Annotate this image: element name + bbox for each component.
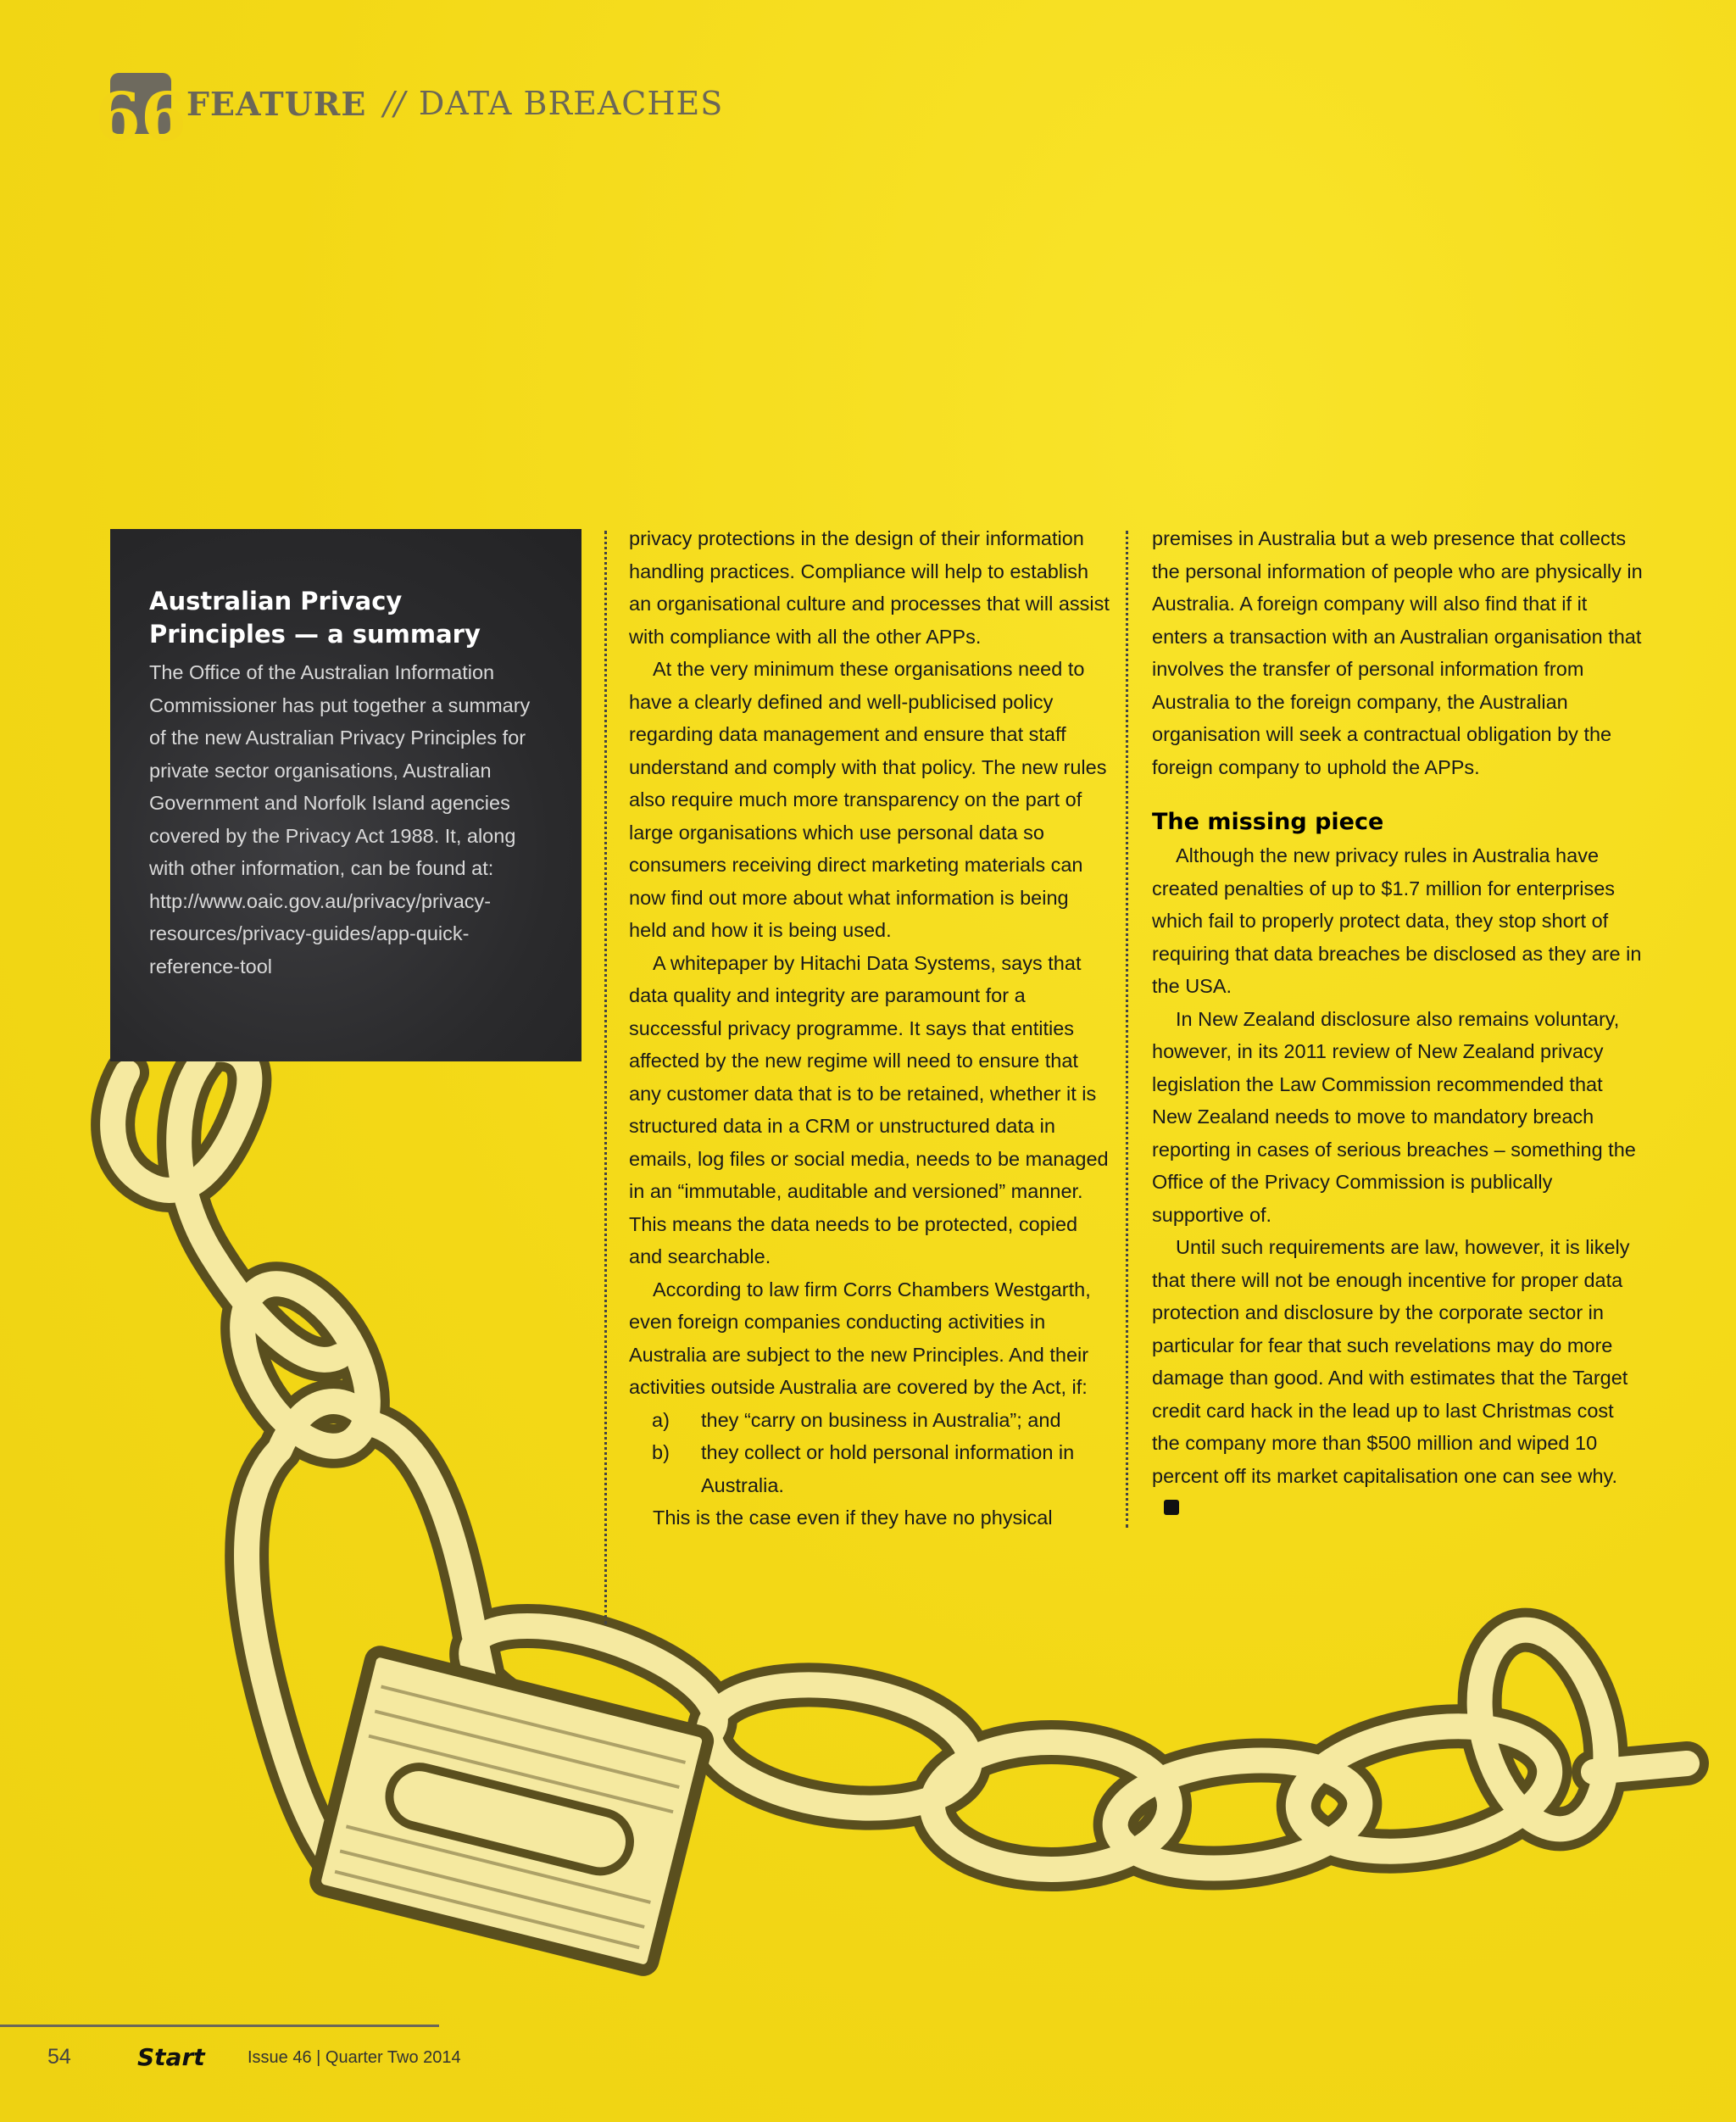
subheading: The missing piece [1152, 809, 1384, 835]
list-item [629, 1436, 1110, 1501]
topic-label: DATA BREACHES [418, 85, 724, 122]
paragraph: At the very minimum these organisations need to have a clearly defined and well-publicised policy regarding data management and ensure that staff understand and comply with that policy. The new rules also require much more transparency on the part of large organisations which use personal data so consumers receiving direct marketing materials can now find out more about what information is being held and how it is being used. [629, 658, 1107, 941]
footer-rule [0, 2025, 439, 2027]
page-number: 54 [47, 2045, 71, 2069]
sidebar-title: Australian Privacy Principles — a summary [149, 587, 481, 649]
list-text: they collect or hold personal information in Australia. [701, 1441, 1075, 1496]
header-separator: // [383, 85, 405, 122]
list-item [629, 1404, 1110, 1437]
paragraph: premises in Australia but a web presence that collects the personal information of people who are physically in Australia. A foreign company will also find that if it enters a transaction with an Australian organisation that involves the transfer of personal information from Australia to the foreign company, the Australian organisation will seek a contractual obligation by the foreign company to uphold the APPs. [1152, 527, 1643, 778]
summary-sidebar [110, 529, 581, 1061]
column-divider-right [1126, 531, 1128, 1528]
column-divider-left [604, 531, 607, 1624]
paragraph: In New Zealand disclosure also remains voluntary, however, in its 2011 review of New Zealand privacy legislation the Law Commission recommended that New Zealand needs to move to mandatory breach reporting in cases of serious breaches – something the Office of the Privacy Commission is publically supportive of. [1152, 1007, 1636, 1226]
paragraph: Until such requirements are law, however, it is likely that there will not be enough incentive for proper data protection and disclosure by the corporate sector in particular for fear that such revelations may do more damage than good. And with estimates that the Target credit card hack in the lead up to last Christmas cost the company more than $500 million and wiped 10 percent off its market capitalisation one can see why. [1152, 1236, 1630, 1487]
paragraph: According to law firm Corrs Chambers Westgarth, even foreign companies conducting activities in Australia are subject to the new Principles. And their activities outside Australia are covered by the Act, if: [629, 1278, 1091, 1398]
start-logo-icon [1164, 1500, 1179, 1515]
paragraph: A whitepaper by Hitachi Data Systems, says that data quality and integrity are paramount for a successful privacy programme. It says that entities affected by the new regime will need to ensure that any customer data that is to be retained, whether it is structured data in a CRM or unstructured data in emails, log files or social media, needs to be managed in an “immutable, auditable and versioned” manner. This means the data needs to be protected, copied and searchable. [629, 951, 1109, 1267]
article-column-1 [629, 522, 1110, 1534]
paragraph: privacy protections in the design of their information handling practices. Compliance will help to establish an organisational culture and processes that will assist with compliance with all the other APPs. [629, 527, 1110, 648]
list-label: a) [652, 1408, 670, 1431]
list-text: they “carry on business in Australia”; and [701, 1408, 1061, 1431]
paragraph: This is the case even if they have no physical [653, 1507, 1053, 1529]
issue-info: Issue 46 | Quarter Two 2014 [248, 2048, 461, 2067]
list-label: b) [652, 1441, 670, 1463]
sidebar-body: The Office of the Australian Information Commissioner has put together a summary of the new Australian Privacy Principles for private sector organisations, Australian Government and Norfolk Island agencies covered by the Privacy Act 1988. It, along with other information, can be found at: http://www.oaic.gov.au/privacy/privacy-resources/privacy-guides/app-quick-reference-tool [149, 661, 531, 977]
magazine-logo: Start [137, 2043, 205, 2071]
paragraph: Although the new privacy rules in Australia have created penalties of up to $1.7 million for enterprises which fail to properly protect data, they stop short of requiring that data breaches be disclosed as they are in the USA. [1152, 844, 1642, 997]
section-label: FEATURE [186, 84, 367, 123]
article-column-2 [1152, 522, 1644, 1525]
quote-icon: 66 [110, 73, 171, 134]
